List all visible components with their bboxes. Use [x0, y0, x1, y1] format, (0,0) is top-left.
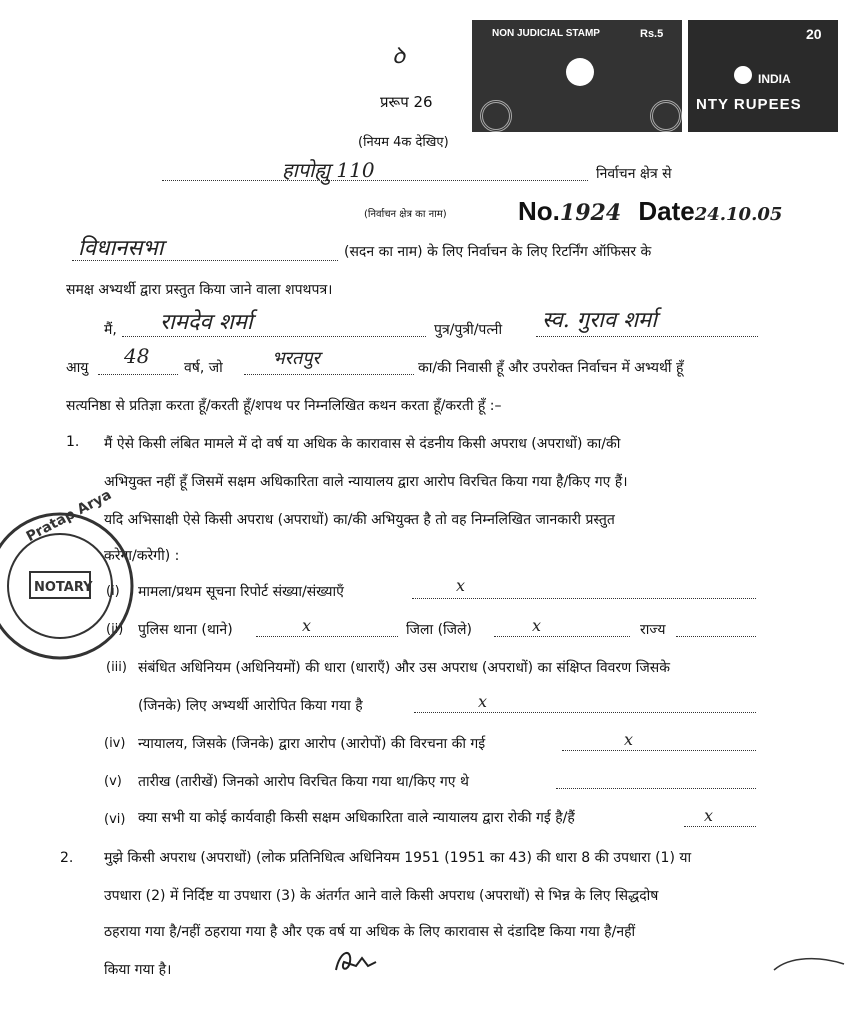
place-handwritten: भरतपुर [272, 348, 320, 369]
item-vi-value: x [704, 806, 714, 825]
item-i-value: x [456, 576, 466, 595]
left-stamp-title: NON JUDICIAL STAMP [492, 28, 600, 39]
item-iii-text2: (जिनके) लिए अभ्यर्थी आरोपित किया गया है [138, 698, 363, 714]
stamp-hole [566, 58, 594, 86]
para1-line1: मैं ऐसे किसी लंबित मामले में दो वर्ष या अधिक के कारावास से दंडनीय किसी अपराध (अपराधों) का/की [104, 436, 621, 452]
father-dots [536, 336, 758, 337]
item-ii-dots2 [494, 636, 630, 637]
affidavit-intro: समक्ष अभ्यर्थी द्वारा प्रस्तुत किया जाने वाला शपथपत्र। [66, 282, 333, 298]
house-handwritten: विधानसभा [78, 236, 164, 261]
constituency-dots [162, 180, 588, 181]
constituency-label: निर्वाचन क्षेत्र से [596, 166, 672, 182]
stamp-rosette-icon [480, 100, 512, 132]
item-v-num: (v) [104, 774, 122, 789]
registry-no-value: 1924 [559, 200, 622, 226]
relation-text: पुत्र/पुत्री/पत्नी [434, 322, 503, 338]
registry-no-label: No. [518, 196, 560, 226]
age-handwritten: 48 [124, 344, 150, 368]
registry-date-label: Date [638, 196, 695, 226]
oath-line: सत्यनिष्ठा से प्रतिज्ञा करता हूँ/करती हूँ/शपथ पर निम्नलिखित कथन करता हूँ/करती हूँ :– [66, 398, 502, 414]
main-prefix: मैं, [104, 322, 117, 338]
place-dots [244, 374, 414, 375]
item-iv-dots [562, 750, 756, 751]
item-iv-num: (iv) [104, 736, 126, 751]
item-iv-value: x [624, 730, 634, 749]
item-i-dots [412, 598, 756, 599]
item-ii-text: पुलिस थाना (थाने) [138, 622, 233, 638]
left-stamp-value: Rs.5 [640, 28, 664, 40]
item-i-text: मामला/प्रथम सूचना रिपोर्ट संख्या/संख्याएँ [138, 584, 344, 600]
para2-line3: ठहराया गया है/नहीं ठहराया गया है और एक वर्ष या अधिक के लिए कारावास से दंडादिष्ट किया गया है/नहीं [104, 924, 636, 940]
house-text: (सदन का नाम) के लिए निर्वाचन के लिए रिटर्निंग ऑफिसर के [344, 244, 652, 260]
age-label: आयु [66, 360, 89, 376]
notary-seal-label: NOTARY [34, 580, 93, 595]
item-vi-num: (vi) [104, 812, 126, 827]
right-stamp-country: INDIA [758, 72, 791, 86]
para1-line2: अभियुक्त नहीं हूँ जिसमें सक्षम अधिकारिता वाले न्यायालय द्वारा आरोप विरचित किया गया है/किए गए हैं। [104, 474, 628, 490]
stamp-rosette-icon [650, 100, 682, 132]
item-ii-end: राज्य [640, 622, 666, 638]
item-ii-mid: जिला (जिले) [406, 622, 473, 638]
item-iii-text: संबंधित अधिनियम (अधिनियमों) की धारा (धाराएँ) और उस अपराध (अपराधों) का संक्षिप्त विवरण जिसके [138, 660, 670, 676]
para2-line4: किया गया है। [104, 962, 172, 978]
item-ii-num: (ii) [106, 622, 124, 637]
item-iii-dots [414, 712, 756, 713]
item-iv-text: न्यायालय, जिसके (जिनके) द्वारा आरोप (आरोपों) की विरचना की गई [138, 736, 486, 752]
item-iii-num: (iii) [106, 660, 127, 675]
item-v-text: तारीख (तारीखें) जिनको आरोप विरचित किया गया था/किए गए थे [138, 774, 469, 790]
name-dots [122, 336, 426, 337]
item-vi-dots [684, 826, 756, 827]
item-ii-value2: x [532, 616, 542, 635]
para2-line2: उपधारा (2) में निर्दिष्ट या उपधारा (3) के अंतर्गत आने वाले किसी अपराध (अपराधों) से भिन्न के लिए सिद्धदोष [104, 888, 659, 904]
right-stamp-rupees: NTY RUPEES [696, 96, 802, 113]
corner-scribble [770, 950, 847, 990]
years-text: वर्ष, जो [184, 360, 223, 376]
registry-date-value: 24.10.05 [694, 204, 783, 225]
para2-line1: मुझे किसी अपराध (अपराधों) (लोक प्रतिनिधित्व अधिनियम 1951 (1951 का 43) की धारा 8 की उपधारा (1) या [104, 850, 692, 866]
age-dots [98, 374, 178, 375]
notary-seal-text: Pratap Arya [23, 486, 115, 546]
constituency-caption: (निर्वाचन क्षेत्र का नाम) [364, 209, 447, 220]
para1-num: 1. [66, 434, 80, 450]
signature [330, 940, 390, 980]
item-iii-value: x [478, 692, 488, 711]
form-rule: (नियम 4क देखिए) [358, 135, 449, 150]
item-ii-dots3 [676, 636, 756, 637]
registry-no [518, 196, 782, 227]
father-handwritten: स्व. गुराव शर्मा [542, 308, 657, 333]
constituency-handwritten: हापोह्यु 110 [282, 158, 375, 182]
name-handwritten: रामदेव शर्मा [160, 310, 253, 335]
item-ii-dots [256, 636, 398, 637]
para2-num: 2. [60, 850, 74, 866]
left-stamp [472, 20, 682, 132]
item-ii-value: x [302, 616, 312, 635]
item-i-num: (i) [106, 584, 120, 599]
item-v-dots [556, 788, 756, 789]
para1-line4: करेगा/करेगी) : [104, 548, 180, 564]
right-stamp-value: 20 [806, 26, 822, 42]
para1-line3: यदि अभिसाक्षी ऐसे किसी अपराध (अपराधों) का/की अभियुक्त है तो वह निम्नलिखित जानकारी प्रस्तुत [104, 512, 615, 528]
item-vi-text: क्या सभी या कोई कार्यवाही किसी सक्षम अधिकारिता वाले न्यायालय द्वारा रोकी गई है/हैं [138, 810, 575, 826]
stamp-hole [734, 66, 752, 84]
resident-text: का/की निवासी हूँ और उपरोक्त निर्वाचन में अभ्यर्थी हूँ [418, 360, 684, 376]
right-stamp [688, 20, 838, 132]
form-name: प्ररूप 26 [380, 93, 433, 111]
initial-mark: ꝺ [392, 44, 406, 69]
